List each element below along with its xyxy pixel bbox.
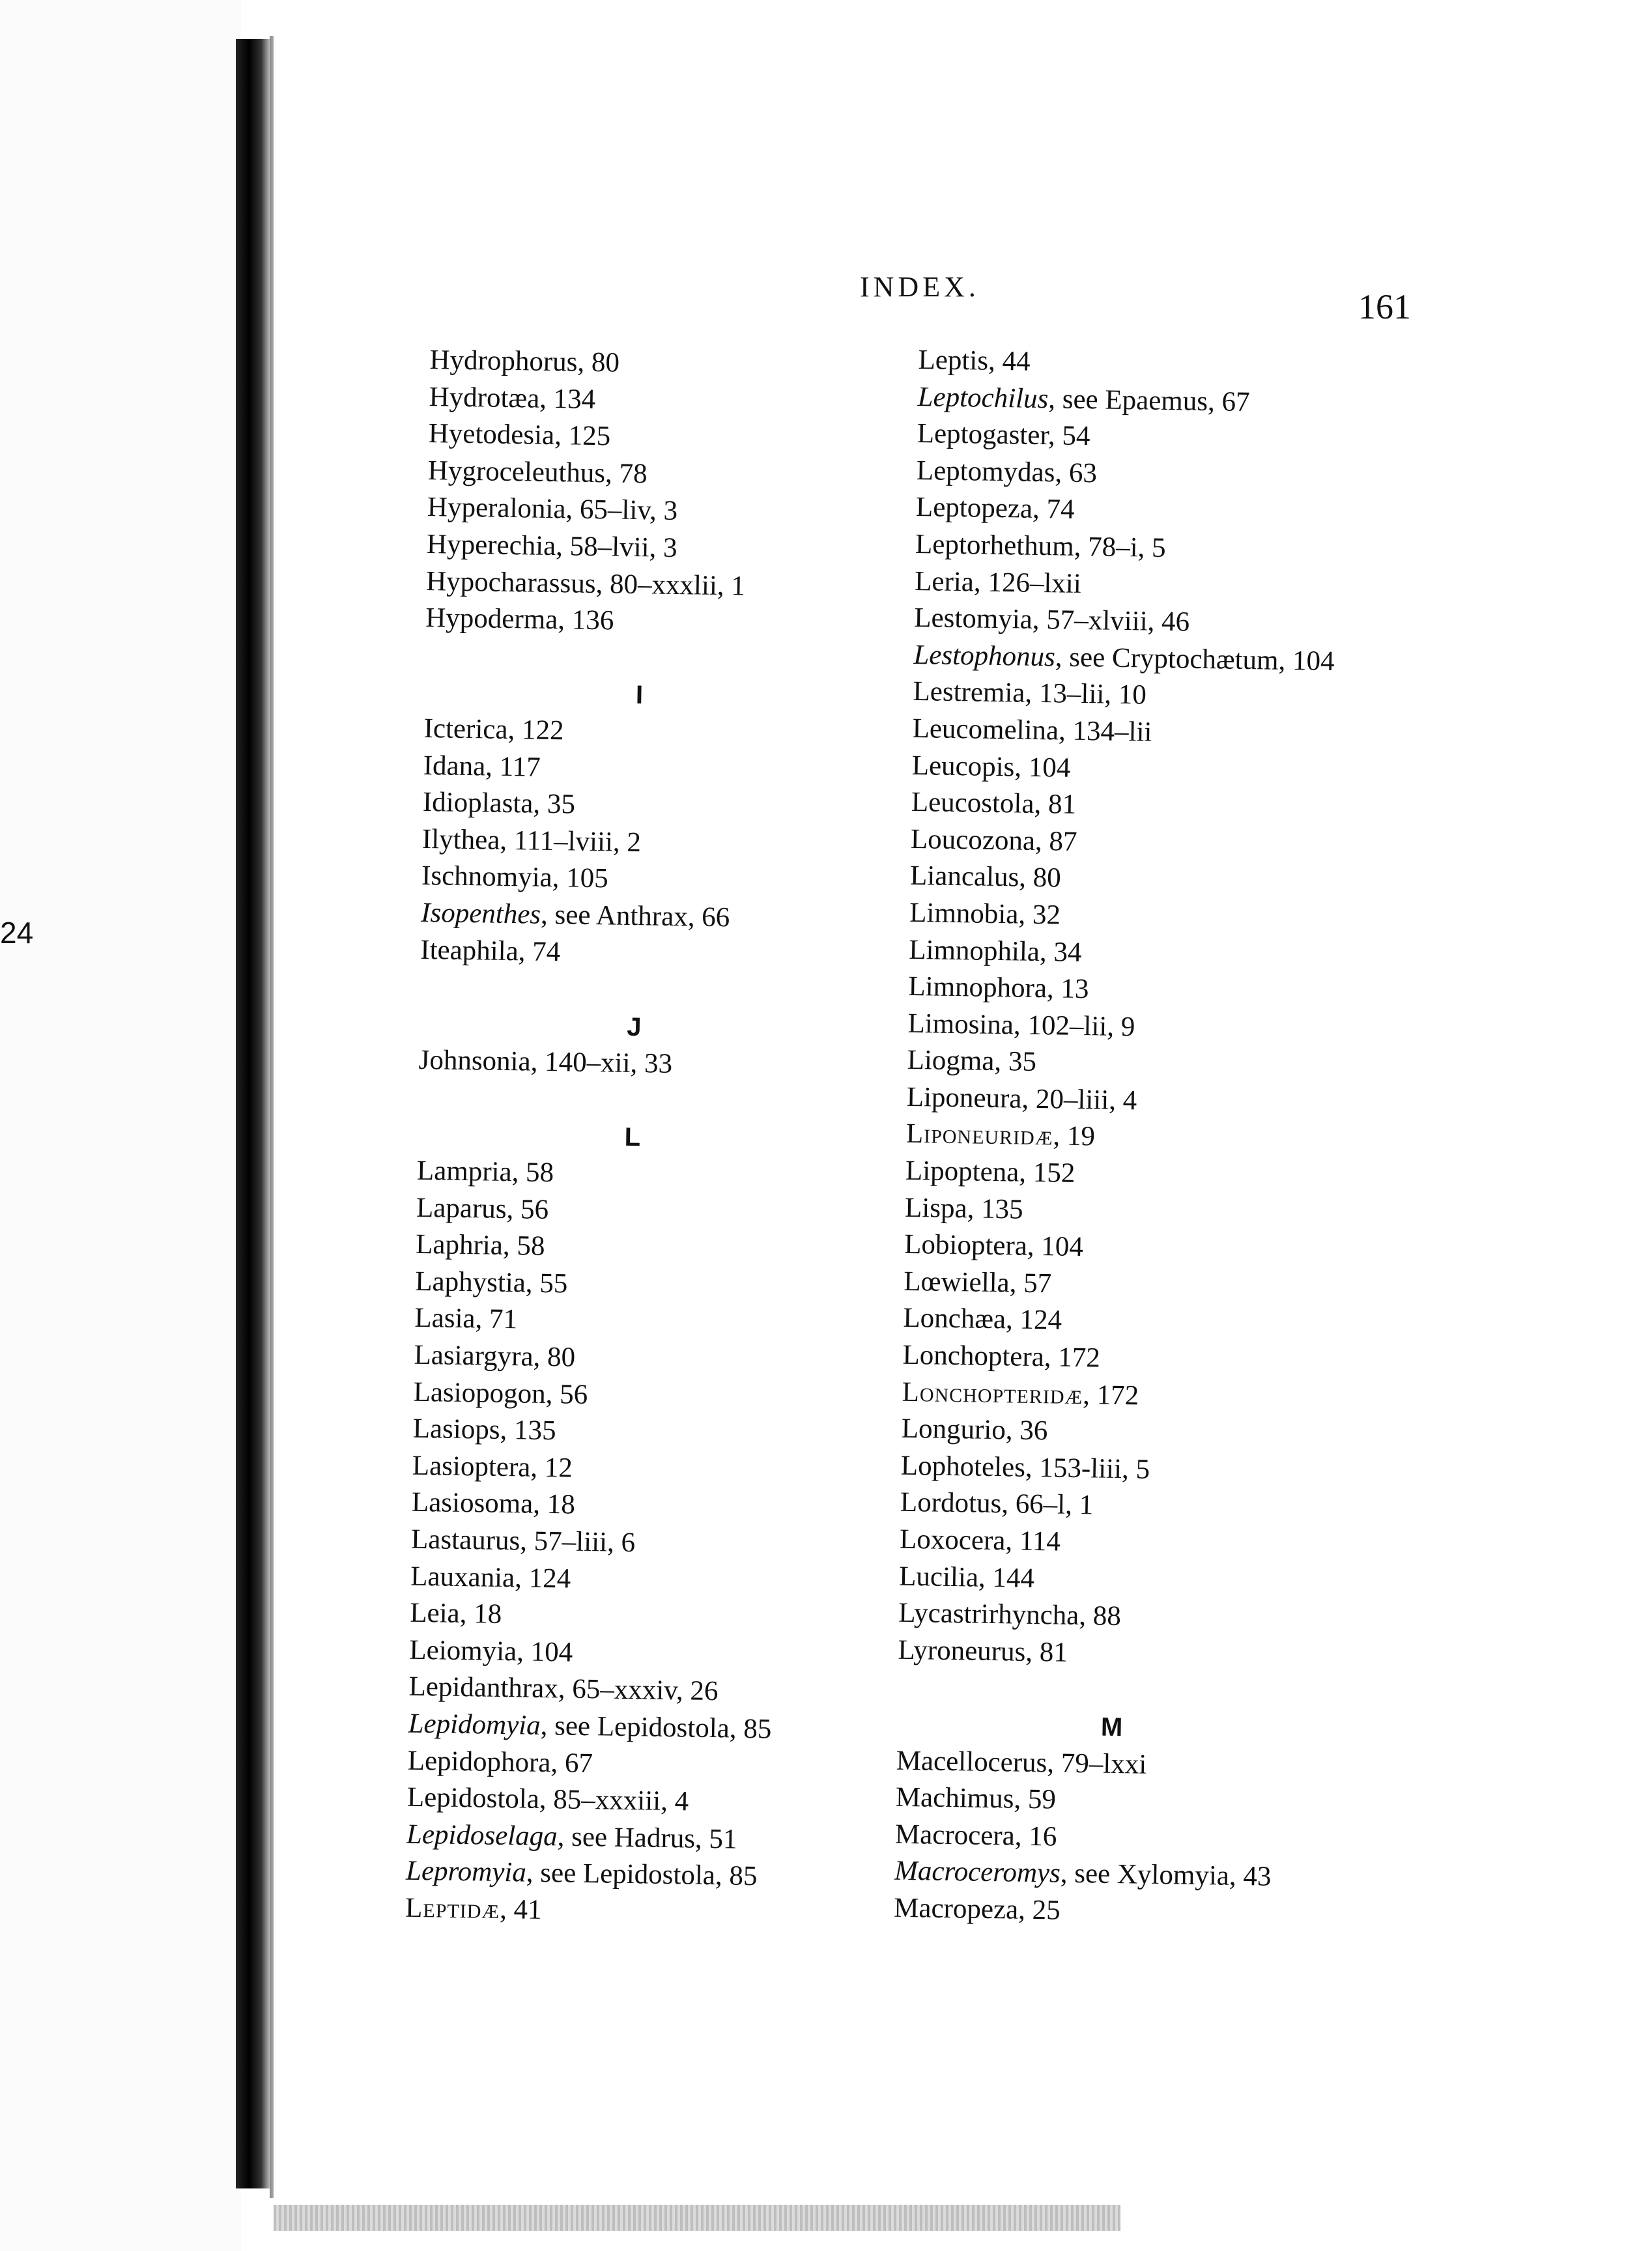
index-entry [909, 931, 1339, 975]
entry-name: Hydrophorus [429, 344, 578, 378]
entry-name: Ilythea [421, 823, 500, 856]
index-entry [416, 1189, 847, 1233]
entry-reference: , 71 [475, 1303, 518, 1335]
index-entry [423, 747, 853, 791]
entry-reference: , see Cryptochætum, 104 [1055, 642, 1335, 677]
entry-name: Leptochilus [917, 381, 1049, 414]
index-entry [916, 489, 1346, 533]
entry-reference: , 81 [1034, 789, 1077, 821]
index-entry [911, 747, 1342, 791]
entry-reference: , 63 [1055, 457, 1098, 489]
entry-reference: , 80–xxxlii, 1 [595, 568, 746, 602]
entry-reference: , 172 [1082, 1379, 1139, 1411]
index-entry [913, 673, 1343, 717]
entry-name: Lepidomyia [408, 1708, 541, 1741]
index-entry [416, 1226, 846, 1270]
entry-reference: , 172 [1044, 1342, 1101, 1374]
index-entry [408, 1706, 838, 1749]
index-entry [412, 1411, 843, 1454]
entry-reference: , 20–liii, 4 [1021, 1083, 1137, 1116]
index-entry [915, 563, 1345, 607]
entry-name: Iteaphila [420, 934, 519, 967]
index-entry [421, 895, 851, 939]
index-entry [410, 1595, 840, 1639]
entry-name: Leiomyia [409, 1634, 517, 1667]
entry-reference: , 80 [1018, 862, 1062, 894]
entry-reference: , 117 [485, 750, 541, 783]
index-entry [894, 1890, 1324, 1934]
entry-name: Lipoptena [905, 1155, 1019, 1188]
entry-name: Lucilia [898, 1561, 979, 1593]
entry-reference: , 58 [511, 1157, 554, 1189]
entry-reference: , 57–xlviii, 46 [1032, 604, 1190, 638]
entry-name: Macrocera [894, 1819, 1016, 1852]
entry-name: Limnophila [908, 934, 1040, 967]
index-entry [911, 821, 1341, 865]
entry-name: Leria [914, 565, 975, 597]
running-head: INDEX. [860, 271, 980, 303]
entry-name: Idioplasta [422, 787, 534, 819]
index-entry [428, 416, 859, 459]
entry-reference: , 80 [577, 347, 620, 378]
index-entry [409, 1632, 840, 1676]
entry-reference: , 67 [550, 1747, 593, 1779]
entry-name: Liponeura [906, 1081, 1022, 1114]
section-letter-heading: L [624, 1123, 641, 1152]
entry-name: Johnsonia [418, 1045, 532, 1077]
index-entry [898, 1595, 1329, 1639]
entry-reference: , 16 [1014, 1820, 1057, 1852]
entry-name: Lasiops [412, 1413, 500, 1446]
entry-name: Leptis [918, 344, 989, 376]
index-entry [906, 1079, 1337, 1123]
index-entry [907, 1006, 1338, 1049]
entry-reference: , 134–lii [1058, 715, 1152, 748]
index-entry [915, 526, 1346, 570]
index-entry [900, 1522, 1330, 1565]
index-entry [916, 453, 1346, 496]
index-entry [425, 600, 856, 644]
entry-reference: , 58 [502, 1230, 545, 1262]
entry-reference: , 58–lvii, 3 [555, 531, 677, 563]
entry-reference: , 124 [514, 1562, 571, 1594]
entry-reference: , 80 [533, 1341, 576, 1373]
entry-name: Leptopeza [915, 492, 1033, 525]
entry-name: Lobioptera [904, 1229, 1028, 1262]
index-entry [423, 711, 854, 754]
entry-reference: , 41 [499, 1893, 543, 1925]
index-entry [902, 1374, 1332, 1417]
section-gap [425, 637, 855, 681]
entry-reference: , see Lepidostola, 85 [540, 1710, 772, 1745]
page-number: 161 [1358, 287, 1411, 326]
entry-name: Leptorhethum [915, 528, 1075, 562]
index-entry [420, 931, 851, 975]
entry-name: Liogma [907, 1045, 995, 1077]
index-entry [896, 1742, 1326, 1786]
index-entry [427, 526, 857, 570]
entry-reference: , 32 [1018, 899, 1061, 931]
entry-reference: , 36 [1005, 1415, 1048, 1447]
entry-reference: , 88 [1078, 1600, 1122, 1632]
entry-name: Lampria [416, 1155, 513, 1188]
entry-reference: , 134 [539, 383, 596, 415]
entry-reference: , 57 [1009, 1267, 1052, 1299]
entry-name: Lestremia [913, 676, 1025, 709]
index-entry [422, 784, 853, 828]
entry-reference: , 152 [1018, 1157, 1075, 1189]
index-column-right [894, 342, 1348, 1934]
entry-reference: , 104 [1027, 1231, 1084, 1263]
entry-name: Hygroceleuthus [427, 455, 606, 489]
entry-name: Laphria [415, 1229, 504, 1262]
entry-name: Leptomydas [916, 455, 1055, 488]
entry-name: Macropeza [893, 1892, 1019, 1925]
index-entry [917, 416, 1347, 459]
entry-name: Lestomyia [913, 602, 1033, 635]
entry-name: Lasioptera [412, 1450, 531, 1483]
entry-reference: , 35 [994, 1046, 1037, 1078]
index-entry [912, 711, 1343, 754]
entry-reference: , 59 [1014, 1783, 1057, 1815]
entry-reference: , 34 [1039, 936, 1082, 968]
entry-reference: , 105 [552, 862, 609, 894]
index-entry [422, 821, 853, 865]
entry-reference: , 78 [605, 458, 648, 490]
index-entry [411, 1522, 842, 1565]
index-entry [405, 1890, 836, 1934]
entry-reference: , 87 [1034, 825, 1077, 857]
entry-reference: , 102–lii, 9 [1013, 1010, 1135, 1043]
entry-name: Limnophora [908, 970, 1047, 1004]
index-entry [900, 1484, 1331, 1528]
section-gap [897, 1669, 1328, 1712]
index-entry [414, 1337, 844, 1381]
index-entry [905, 1153, 1336, 1196]
entry-name: Icterica [423, 713, 508, 745]
entry-name: Macroceromys [894, 1856, 1061, 1890]
entry-name: Lasiargyra [414, 1339, 534, 1372]
entry-name: Lepidoselaga [406, 1819, 558, 1852]
entry-name: Hypoderma [425, 602, 558, 636]
entry-name: Hypocharassus [425, 565, 596, 599]
entry-reference: , 54 [1047, 420, 1090, 452]
entry-reference: , 65–liv, 3 [565, 494, 678, 527]
entry-name: Lastaurus [410, 1523, 520, 1557]
entry-name: Liponeuridæ [905, 1118, 1053, 1152]
entry-name: Hydrotæa [429, 381, 540, 414]
entry-name: Lepromyia [405, 1856, 527, 1888]
entry-reference: , 136 [557, 604, 614, 636]
entry-name: Hyperechia [426, 528, 556, 562]
entry-reference: , see Anthrax, 66 [540, 899, 730, 933]
entry-reference: , 111–lviii, 2 [500, 825, 642, 858]
entry-name: Loxocera [899, 1523, 1006, 1557]
index-entry [410, 1558, 841, 1602]
entry-name: Leptidæ [405, 1892, 500, 1925]
entry-name: Leucomelina [912, 713, 1059, 746]
entry-name: Lophoteles [900, 1450, 1026, 1483]
entry-name: Machimus [895, 1781, 1014, 1815]
entry-reference: , 81 [1025, 1636, 1068, 1668]
index-entry [412, 1484, 842, 1528]
entry-name: Loucozona [910, 823, 1036, 857]
index-entry [415, 1264, 846, 1307]
entry-name: Lasiopogon [413, 1376, 547, 1409]
index-entry [909, 895, 1340, 939]
entry-name: Macellocerus [896, 1745, 1047, 1778]
entry-name: Lepidanthrax [408, 1671, 559, 1705]
index-entry [902, 1337, 1333, 1381]
scan-edge-noise [274, 2205, 1120, 2231]
entry-reference: , 74 [518, 935, 561, 967]
entry-reference: , 13 [1046, 973, 1089, 1005]
index-entry [894, 1853, 1325, 1897]
entry-reference: , 56 [545, 1378, 588, 1410]
entry-reference: , 12 [530, 1452, 573, 1484]
entry-reference: , 13–lii, 10 [1025, 677, 1147, 711]
index-entry [421, 858, 852, 901]
entry-name: Lordotus [900, 1487, 1002, 1520]
entry-name: Limosina [907, 1008, 1014, 1041]
index-entry [904, 1264, 1334, 1307]
entry-reference: , 18 [459, 1598, 502, 1630]
index-entry [427, 453, 858, 496]
entry-reference: , 124 [1005, 1304, 1062, 1337]
entry-reference: , 56 [506, 1193, 549, 1225]
entry-reference: , 66–l, 1 [1001, 1488, 1094, 1521]
entry-reference: , see Epaemus, 67 [1047, 383, 1250, 418]
entry-name: Leia [409, 1597, 461, 1630]
entry-reference: , 65–xxxiv, 26 [558, 1673, 719, 1707]
index-entry [904, 1226, 1335, 1270]
entry-name: Isopenthes [420, 897, 541, 930]
section-letter-heading: M [1100, 1712, 1123, 1742]
entry-name: Lasiosoma [411, 1487, 534, 1520]
entry-reference: , 18 [532, 1489, 576, 1521]
entry-reference: , 135 [967, 1193, 1024, 1225]
entry-name: Limnobia [909, 897, 1019, 930]
entry-name: Lauxania [410, 1561, 515, 1593]
entry-reference: , 114 [1005, 1525, 1061, 1557]
section-letter-heading: I [635, 681, 644, 710]
entry-name: Lonchopteridæ [902, 1376, 1083, 1410]
entry-reference: , 144 [978, 1562, 1035, 1594]
index-entry [913, 637, 1344, 681]
section-gap [420, 969, 850, 1012]
entry-reference: , 74 [1032, 494, 1075, 526]
index-entry [899, 1558, 1330, 1602]
index-entry [406, 1816, 837, 1860]
entry-reference: , see Xylomyia, 43 [1060, 1858, 1272, 1893]
entry-reference: , 122 [507, 714, 564, 746]
entry-name: Longurio [901, 1413, 1006, 1446]
entry-reference: , 19 [1053, 1120, 1096, 1152]
index-entry [911, 784, 1341, 828]
index-entry [413, 1374, 844, 1417]
section-letter-heading: J [627, 1012, 642, 1041]
entry-name: Lepidophora [407, 1745, 551, 1778]
index-entry [918, 342, 1348, 386]
index-entry [908, 969, 1339, 1012]
entry-name: Laphystia [414, 1266, 526, 1299]
entry-reference: , 104 [516, 1636, 573, 1668]
index-entry [418, 1042, 849, 1086]
index-entry [429, 379, 859, 423]
index-entry [905, 1116, 1336, 1159]
entry-reference: , 140–xii, 33 [530, 1046, 673, 1080]
entry-reference: , 85–xxxiii, 4 [539, 1784, 689, 1817]
index-entry [429, 342, 860, 386]
entry-reference: , 104 [1014, 751, 1071, 784]
index-entry [406, 1779, 837, 1823]
entry-reference: , 25 [1018, 1894, 1061, 1926]
entry-reference: , 125 [554, 420, 611, 452]
index-entry [910, 858, 1341, 901]
entry-name: Hyetodesia [428, 418, 555, 451]
entry-name: Lasia [414, 1303, 476, 1335]
index-entry [426, 563, 857, 607]
entry-name: Leptogaster [917, 418, 1049, 451]
index-entry [417, 1153, 847, 1196]
index-entry [406, 1853, 836, 1897]
index-entry [408, 1669, 839, 1712]
index-entry [914, 600, 1345, 644]
entry-name: Lyroneurus [898, 1634, 1026, 1667]
entry-name: Lonchæa [903, 1303, 1006, 1335]
entry-name: Lycastrirhyncha [898, 1597, 1079, 1632]
index-column-left [405, 342, 860, 1934]
entry-reference: , 55 [525, 1267, 568, 1299]
entry-name: Idana [423, 750, 486, 782]
entry-name: Leucostola [911, 787, 1034, 819]
entry-reference: , 153-liii, 5 [1025, 1452, 1150, 1485]
entry-name: Lepidostola [406, 1781, 540, 1815]
entry-name: Liancalus [909, 860, 1019, 893]
left-page-fragment: 24 [0, 916, 34, 950]
entry-reference: , 135 [500, 1415, 556, 1447]
entry-name: Ischnomyia [421, 860, 553, 894]
entry-name: Hyperalonia [427, 492, 566, 525]
index-entry [412, 1448, 842, 1492]
index-entry [901, 1411, 1332, 1454]
index-entry [900, 1448, 1331, 1492]
index-entry [898, 1632, 1328, 1676]
entry-name: Lispa [904, 1192, 968, 1224]
entry-reference: , 57–liii, 6 [519, 1525, 636, 1559]
index-entry [895, 1779, 1326, 1823]
index-entry [427, 489, 858, 533]
entry-name: Lœwiella [903, 1266, 1010, 1299]
entry-reference: , 44 [988, 345, 1031, 377]
entry-name: Leucopis [911, 750, 1015, 782]
entry-reference: , see Hadrus, 51 [557, 1821, 737, 1855]
index-entry [917, 379, 1348, 423]
entry-name: Lestophonus [913, 639, 1056, 673]
index-entry [905, 1189, 1335, 1233]
left-page [0, 0, 241, 2251]
entry-name: Laparus [416, 1192, 507, 1225]
entry-reference: , 35 [533, 788, 576, 820]
index-entry [907, 1042, 1337, 1086]
entry-reference: , 78–i, 5 [1074, 531, 1167, 563]
index-entry [414, 1300, 845, 1344]
index-entry [407, 1742, 838, 1786]
entry-reference: , see Lepidostola, 85 [526, 1857, 758, 1892]
index-entry [895, 1816, 1326, 1860]
entry-reference: , 79–lxxi [1047, 1747, 1147, 1780]
entry-name: Lonchoptera [902, 1339, 1045, 1373]
section-gap [418, 1079, 848, 1123]
index-entry [903, 1300, 1333, 1344]
entry-reference: , 126–lxii [973, 566, 1082, 599]
book-spine [236, 39, 270, 2188]
